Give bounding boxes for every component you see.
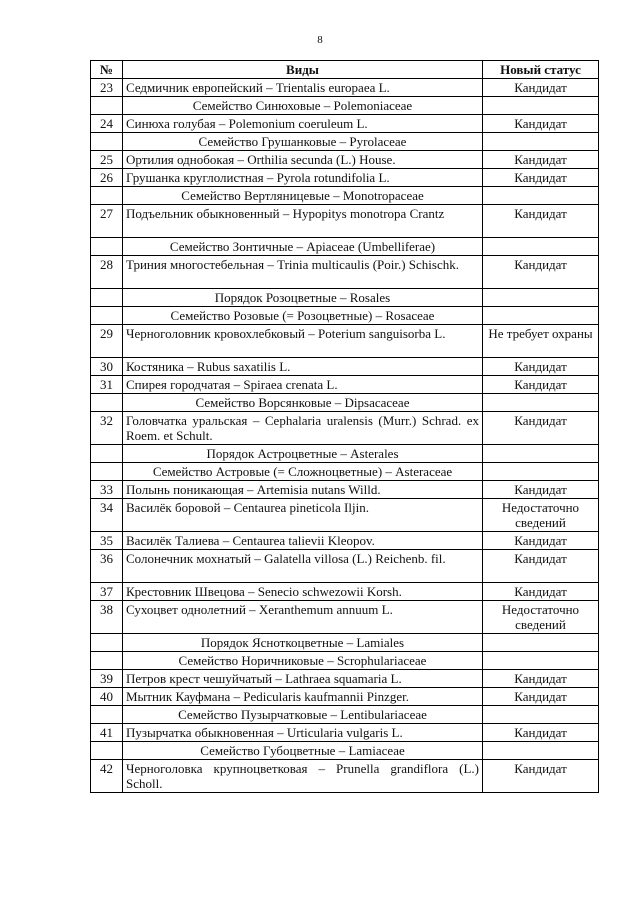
species-status: Недостаточно сведений [483, 499, 599, 532]
species-number: 42 [91, 760, 123, 793]
table-group-row [91, 742, 599, 760]
species-status: Кандидат [483, 412, 599, 445]
empty-number-cell [91, 463, 123, 481]
empty-status-cell [483, 97, 599, 115]
species-status: Кандидат [483, 583, 599, 601]
species-name: Спирея городчатая – Spiraea crenata L. [123, 376, 483, 394]
species-status: Кандидат [483, 376, 599, 394]
table-row [91, 724, 599, 742]
species-number: 37 [91, 583, 123, 601]
table-row [91, 688, 599, 706]
empty-number-cell [91, 238, 123, 256]
species-name: Василёк боровой – Centaurea pineticola Iljin. [123, 499, 483, 532]
group-title: Семейство Норичниковые – Scrophulariaceae [123, 652, 483, 670]
species-name: Головчатка уральская – Cephalaria uralensis (Murr.) Schrad. ex Roem. et Schult. [123, 412, 483, 445]
empty-number-cell [91, 394, 123, 412]
species-name: Седмичник европейский – Trientalis europaea L. [123, 79, 483, 97]
species-number: 32 [91, 412, 123, 445]
empty-number-cell [91, 742, 123, 760]
species-number: 41 [91, 724, 123, 742]
empty-status-cell [483, 307, 599, 325]
group-title: Семейство Розовые (= Розоцветные) – Rosaceae [123, 307, 483, 325]
table-group-row [91, 97, 599, 115]
table-row [91, 532, 599, 550]
table-row [91, 499, 599, 532]
species-name: Полынь поникающая – Artemisia nutans Willd. [123, 481, 483, 499]
species-status-table [90, 60, 599, 793]
species-number: 38 [91, 601, 123, 634]
table-group-row [91, 133, 599, 151]
species-number: 35 [91, 532, 123, 550]
empty-status-cell [483, 634, 599, 652]
table-row [91, 358, 599, 376]
table-row [91, 169, 599, 187]
table-row [91, 205, 599, 238]
species-number: 34 [91, 499, 123, 532]
empty-status-cell [483, 652, 599, 670]
species-number: 23 [91, 79, 123, 97]
species-number: 29 [91, 325, 123, 358]
species-status: Кандидат [483, 115, 599, 133]
table-row [91, 583, 599, 601]
empty-status-cell [483, 445, 599, 463]
species-name: Синюха голубая – Polemonium coeruleum L. [123, 115, 483, 133]
table-group-row [91, 394, 599, 412]
species-status: Кандидат [483, 532, 599, 550]
group-title: Семейство Синюховые – Polemoniaceae [123, 97, 483, 115]
empty-status-cell [483, 133, 599, 151]
species-number: 36 [91, 550, 123, 583]
species-number: 31 [91, 376, 123, 394]
table-row [91, 79, 599, 97]
species-name: Подъельник обыкновенный – Hypopitys monotropa Crantz [123, 205, 483, 238]
empty-status-cell [483, 706, 599, 724]
group-title: Семейство Грушанковые – Pyrolaceae [123, 133, 483, 151]
empty-status-cell [483, 742, 599, 760]
group-title: Семейство Астровые (= Сложноцветные) – Asteraceae [123, 463, 483, 481]
table-group-row [91, 463, 599, 481]
species-name: Мытник Кауфмана – Pedicularis kaufmannii Pinzger. [123, 688, 483, 706]
empty-status-cell [483, 238, 599, 256]
table-row [91, 550, 599, 583]
table-body [91, 79, 599, 793]
header-number: № [91, 61, 123, 79]
species-status: Недостаточно сведений [483, 601, 599, 634]
group-title: Порядок Розоцветные – Rosales [123, 289, 483, 307]
table-group-row [91, 706, 599, 724]
species-status: Кандидат [483, 151, 599, 169]
header-species: Виды [123, 61, 483, 79]
table-group-row [91, 289, 599, 307]
species-name: Сухоцвет однолетний – Xeranthemum annuum L. [123, 601, 483, 634]
species-status: Кандидат [483, 760, 599, 793]
empty-number-cell [91, 634, 123, 652]
table-row [91, 115, 599, 133]
empty-number-cell [91, 289, 123, 307]
empty-status-cell [483, 187, 599, 205]
group-title: Семейство Вертляницевые – Monotropaceae [123, 187, 483, 205]
table-group-row [91, 187, 599, 205]
empty-number-cell [91, 652, 123, 670]
species-name: Черноголовник кровохлебковый – Poterium sanguisorba L. [123, 325, 483, 358]
empty-number-cell [91, 445, 123, 463]
empty-number-cell [91, 706, 123, 724]
empty-number-cell [91, 133, 123, 151]
species-name: Крестовник Швецова – Senecio schwezowii Korsh. [123, 583, 483, 601]
table-row [91, 412, 599, 445]
table-group-row [91, 445, 599, 463]
empty-number-cell [91, 187, 123, 205]
table-row [91, 151, 599, 169]
table-group-row [91, 652, 599, 670]
species-name: Ортилия однобокая – Orthilia secunda (L.) House. [123, 151, 483, 169]
group-title: Порядок Астроцветные – Asterales [123, 445, 483, 463]
group-title: Семейство Губоцветные – Lamiaceae [123, 742, 483, 760]
species-name: Грушанка круглолистная – Pyrola rotundifolia L. [123, 169, 483, 187]
species-name: Петров крест чешуйчатый – Lathraea squamaria L. [123, 670, 483, 688]
group-title: Семейство Пузырчатковые – Lentibulariaceae [123, 706, 483, 724]
species-status: Кандидат [483, 205, 599, 238]
table-group-row [91, 634, 599, 652]
empty-status-cell [483, 289, 599, 307]
species-number: 24 [91, 115, 123, 133]
page-number: 8 [317, 34, 323, 46]
header-status: Новый статус [483, 61, 599, 79]
species-number: 25 [91, 151, 123, 169]
table-row [91, 601, 599, 634]
group-title: Семейство Ворсянковые – Dipsacaceae [123, 394, 483, 412]
species-status: Кандидат [483, 670, 599, 688]
table-group-row [91, 307, 599, 325]
species-status: Кандидат [483, 550, 599, 583]
table-group-row [91, 238, 599, 256]
table-header-row [91, 61, 599, 79]
species-number: 26 [91, 169, 123, 187]
species-number: 39 [91, 670, 123, 688]
species-number: 33 [91, 481, 123, 499]
species-number: 27 [91, 205, 123, 238]
species-name: Триния многостебельная – Trinia multicaulis (Poir.) Schischk. [123, 256, 483, 289]
species-status: Кандидат [483, 256, 599, 289]
species-number: 28 [91, 256, 123, 289]
table-row [91, 256, 599, 289]
empty-number-cell [91, 307, 123, 325]
species-status: Кандидат [483, 481, 599, 499]
species-name: Василёк Талиева – Centaurea talievii Kleopov. [123, 532, 483, 550]
species-name: Солонечник мохнатый – Galatella villosa (L.) Reichenb. fil. [123, 550, 483, 583]
table-row [91, 760, 599, 793]
empty-status-cell [483, 394, 599, 412]
table-row [91, 481, 599, 499]
species-status: Кандидат [483, 724, 599, 742]
species-number: 40 [91, 688, 123, 706]
species-number: 30 [91, 358, 123, 376]
group-title: Семейство Зонтичные – Apiaceae (Umbelliferae) [123, 238, 483, 256]
species-name: Черноголовка крупноцветковая – Prunella grandiflora (L.) Scholl. [123, 760, 483, 793]
table-row [91, 376, 599, 394]
empty-status-cell [483, 463, 599, 481]
species-status: Кандидат [483, 169, 599, 187]
species-status: Кандидат [483, 688, 599, 706]
species-name: Костяника – Rubus saxatilis L. [123, 358, 483, 376]
species-status: Не требует охраны [483, 325, 599, 358]
species-name: Пузырчатка обыкновенная – Urticularia vulgaris L. [123, 724, 483, 742]
table-row [91, 670, 599, 688]
group-title: Порядок Ясноткоцветные – Lamiales [123, 634, 483, 652]
table-row [91, 325, 599, 358]
species-status: Кандидат [483, 79, 599, 97]
species-status: Кандидат [483, 358, 599, 376]
empty-number-cell [91, 97, 123, 115]
